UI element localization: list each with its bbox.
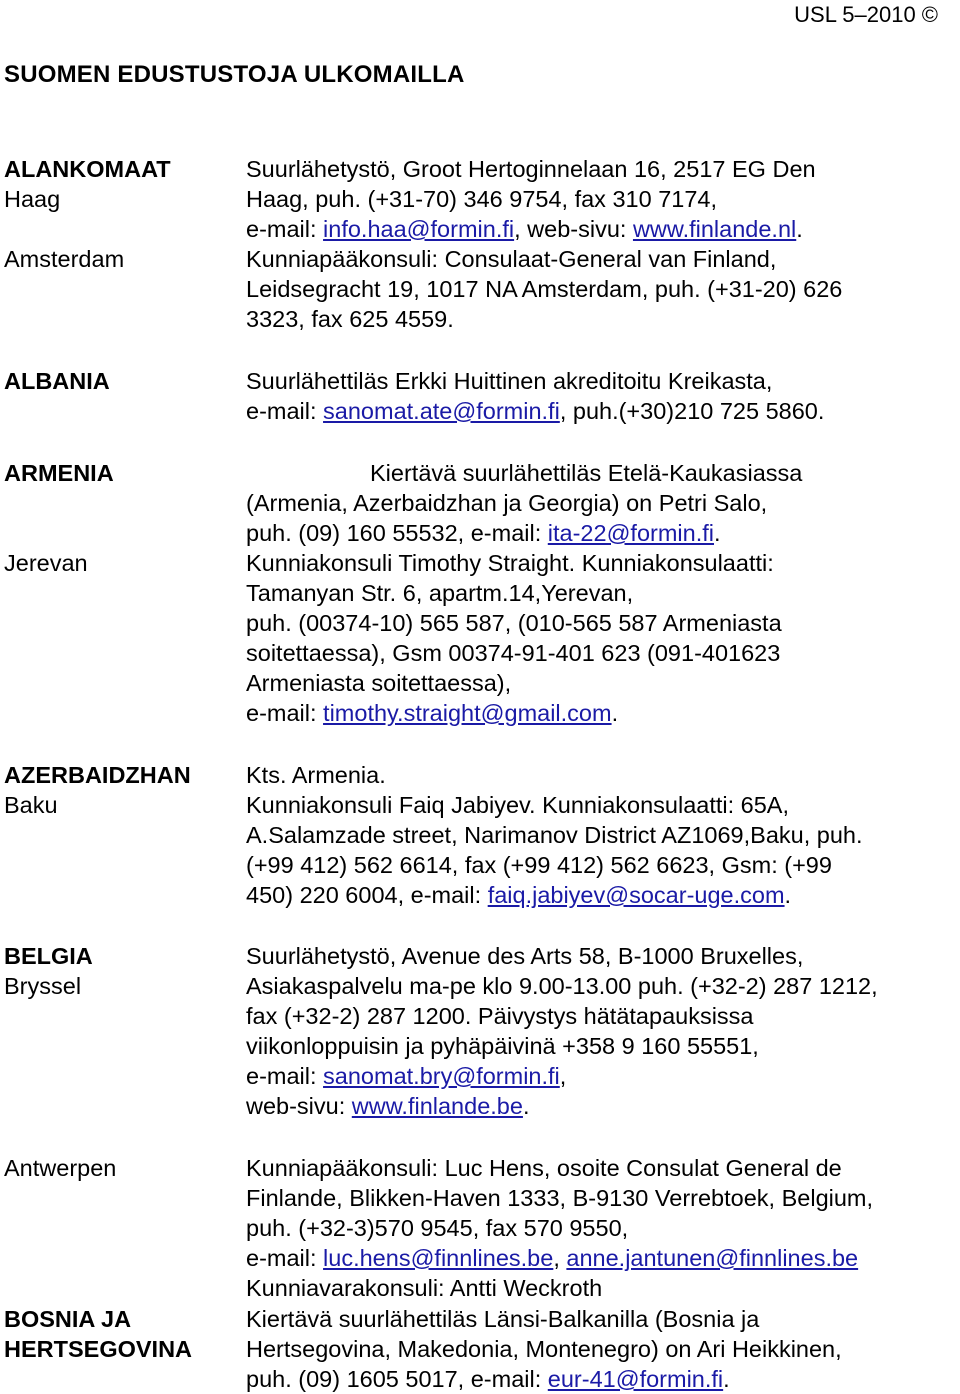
text-fragment: . [522, 1093, 530, 1119]
city-antwerpen: Antwerpen [4, 1155, 117, 1181]
website-link[interactable]: www.finlande.nl [632, 216, 797, 242]
text-line: Kunniapääkonsuli: Consulaat-General van Finland, [246, 246, 777, 272]
text-line [246, 214, 803, 244]
text-fragment: puh. (09) 1605 5017, e-mail: [246, 1366, 548, 1392]
text-fragment: web-sivu: [246, 1093, 352, 1119]
text-fragment: e-mail: [246, 700, 324, 726]
text-fragment: . [723, 1366, 730, 1392]
email-link[interactable]: faiq.jabiyev@socar-uge.com [487, 882, 785, 908]
text-line: fax (+32-2) 287 1200. Päivystys hätätapauksissa [246, 1003, 754, 1029]
text-line: Haag, puh. (+31-70) 346 9754, fax 310 7174, [246, 186, 718, 212]
text-line: Armeniasta soitettaessa), [246, 670, 512, 696]
city-baku: Baku [4, 792, 58, 818]
text-fragment: e-mail: [246, 1063, 324, 1089]
website-link[interactable]: www.finlande.be [351, 1093, 523, 1119]
city-jerevan: Jerevan [4, 550, 88, 576]
text-line [246, 880, 791, 910]
text-line: A.Salamzade street, Narimanov District AZ1069,Baku, puh. [246, 822, 863, 848]
text-fragment: e-mail: [246, 216, 324, 242]
page-header: USL 5–2010 © [794, 2, 938, 27]
country-azerbaidzhan: AZERBAIDZHAN [4, 762, 191, 788]
text-fragment: , puh.(+30)210 725 5860. [559, 398, 825, 424]
email-link[interactable]: sanomat.ate@formin.fi [323, 398, 560, 424]
text-line: puh. (00374-10) 565 587, (010-565 587 Armeniasta [246, 610, 782, 636]
page-title: SUOMEN EDUSTUSTOJA ULKOMAILLA [4, 61, 465, 88]
city-amsterdam: Amsterdam [4, 246, 125, 272]
country-alankomaat: ALANKOMAAT [4, 156, 171, 182]
text-line [246, 1091, 529, 1121]
country-bosnia-line1: BOSNIA JA [4, 1306, 132, 1332]
text-line: Finlande, Blikken-Haven 1333, B-9130 Verrebtoek, Belgium, [246, 1185, 874, 1211]
text-fragment: . [611, 700, 619, 726]
email-link[interactable]: info.haa@formin.fi [323, 216, 515, 242]
city-haag: Haag [4, 186, 61, 212]
country-armenia: ARMENIA [4, 460, 114, 486]
text-fragment: , [553, 1245, 567, 1271]
text-line: Kunniavarakonsuli: Antti Weckroth [246, 1275, 603, 1301]
text-fragment: , web-sivu: [514, 216, 633, 242]
email-link[interactable]: eur-41@formin.fi [547, 1366, 724, 1392]
email-link[interactable]: anne.jantunen@finnlines.be [566, 1245, 859, 1271]
text-line: 3323, fax 625 4559. [246, 306, 454, 332]
text-line: Kts. Armenia. [246, 762, 386, 788]
country-bosnia-line2: HERTSEGOVINA [4, 1336, 193, 1362]
text-line: Kunniakonsuli Faiq Jabiyev. Kunniakonsulaatti: 65A, [246, 792, 790, 818]
text-fragment: 450) 220 6004, e-mail: [246, 882, 488, 908]
city-bryssel: Bryssel [4, 973, 82, 999]
text-line: Leidsegracht 19, 1017 NA Amsterdam, puh. (+31-20) 626 [246, 276, 843, 302]
text-fragment: . [714, 520, 721, 546]
text-line: Suurlähetystö, Avenue des Arts 58, B-1000 Bruxelles, [246, 943, 804, 969]
text-line: puh. (+32-3)570 9545, fax 570 9550, [246, 1215, 629, 1241]
text-line: Kiertävä suurlähettiläs Etelä-Kaukasiassa [370, 460, 803, 486]
text-line: (+99 412) 562 6614, fax (+99 412) 562 6623, Gsm: (+99 [246, 852, 832, 878]
text-line: Kunniapääkonsuli: Luc Hens, osoite Consulat General de [246, 1155, 842, 1181]
email-link[interactable]: luc.hens@finnlines.be [323, 1245, 554, 1271]
email-link[interactable]: timothy.straight@gmail.com [323, 700, 612, 726]
text-line: Hertsegovina, Makedonia, Montenegro) on Ari Heikkinen, [246, 1336, 842, 1362]
text-line: Suurlähetystö, Groot Hertoginnelaan 16, 2517 EG Den [246, 156, 816, 182]
text-line: Kunniakonsuli Timothy Straight. Kunniakonsulaatti: [246, 550, 774, 576]
text-line [246, 518, 721, 548]
email-link[interactable]: ita-22@formin.fi [547, 520, 714, 546]
text-fragment: e-mail: [246, 398, 324, 424]
text-fragment: . [796, 216, 803, 242]
country-albania: ALBANIA [4, 368, 110, 394]
text-fragment: , [559, 1063, 567, 1089]
text-line: (Armenia, Azerbaidzhan ja Georgia) on Petri Salo, [246, 490, 768, 516]
text-line: Kiertävä suurlähettiläs Länsi-Balkanilla (Bosnia ja [246, 1306, 760, 1332]
text-line: Tamanyan Str. 6, apartm.14,Yerevan, [246, 580, 634, 606]
text-fragment: . [784, 882, 792, 908]
text-fragment: puh. (09) 160 55532, e-mail: [246, 520, 548, 546]
text-line [246, 698, 618, 728]
text-line [246, 1364, 730, 1394]
text-fragment: e-mail: [246, 1245, 324, 1271]
email-link[interactable]: sanomat.bry@formin.fi [323, 1063, 560, 1089]
text-line [246, 1061, 566, 1091]
text-line: Suurlähettiläs Erkki Huittinen akreditoitu Kreikasta, [246, 368, 773, 394]
text-line: Asiakaspalvelu ma-pe klo 9.00-13.00 puh. (+32-2) 287 1212, [246, 973, 878, 999]
text-line [246, 396, 824, 426]
text-line: viikonloppuisin ja pyhäpäivinä +358 9 160 55551, [246, 1033, 759, 1059]
text-line: soitettaessa), Gsm 00374-91-401 623 (091-401623 [246, 640, 781, 666]
text-line [246, 1243, 858, 1273]
country-belgia: BELGIA [4, 943, 93, 969]
